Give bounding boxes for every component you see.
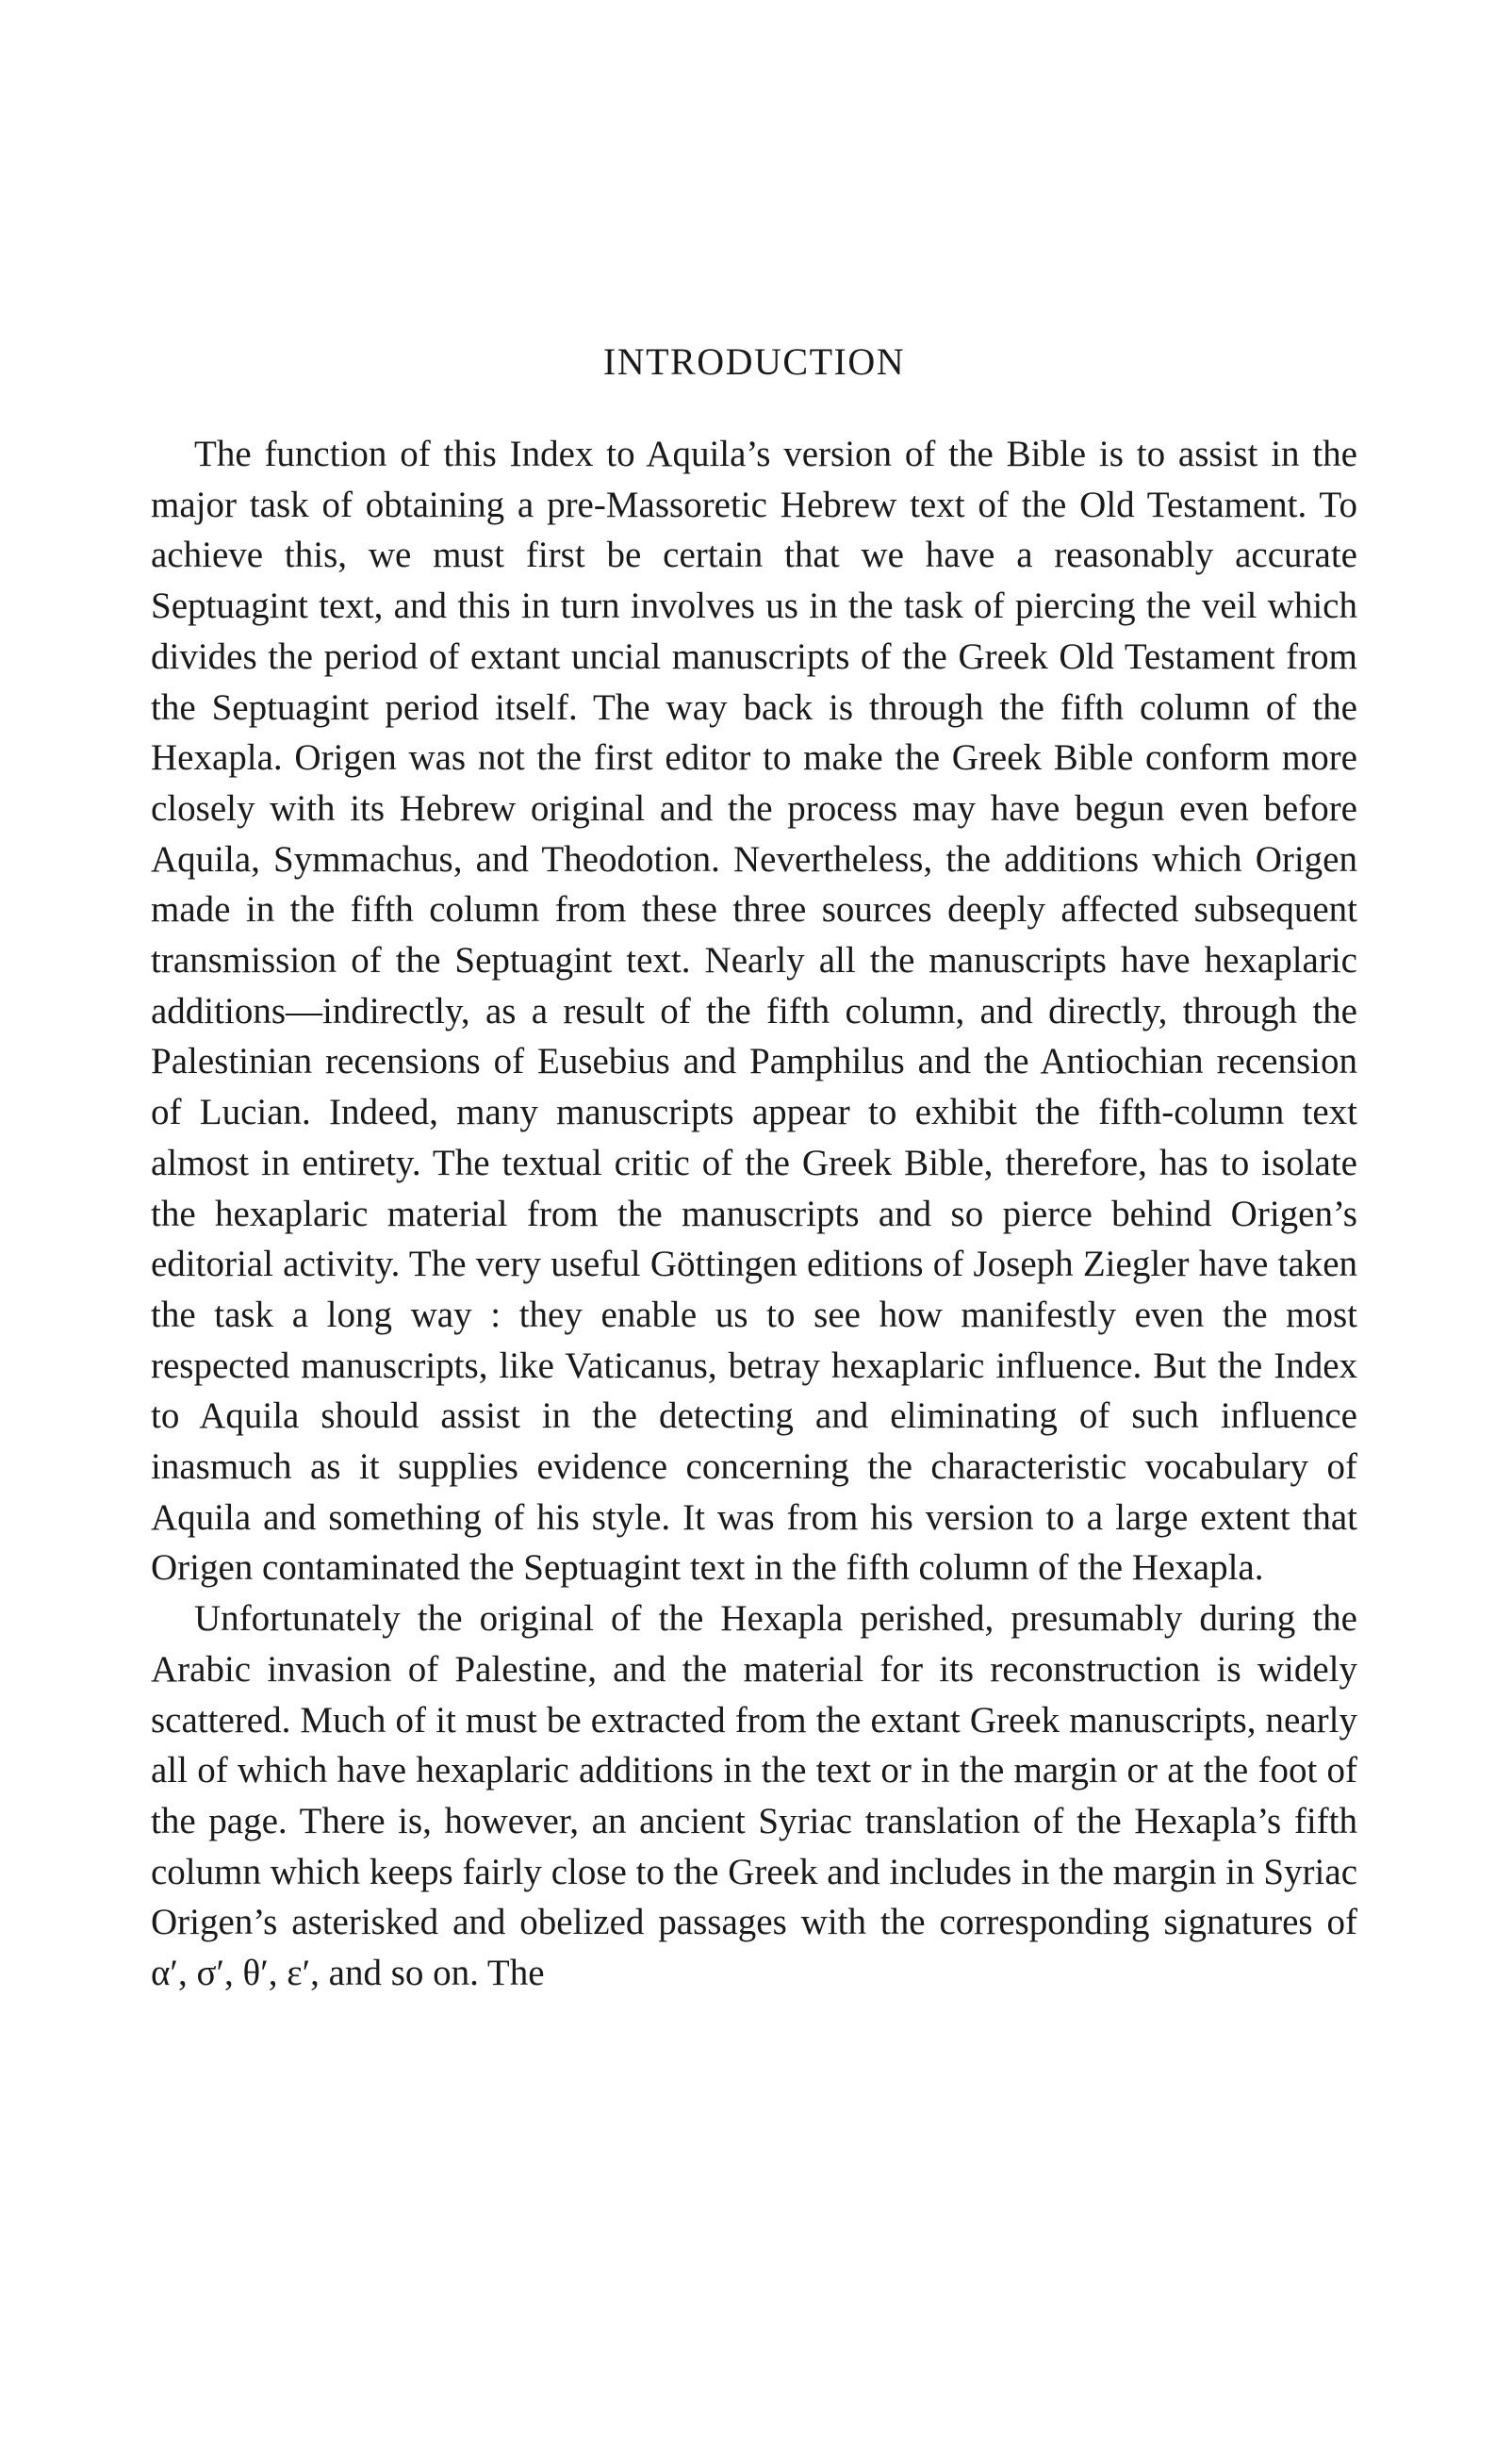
page-title: INTRODUCTION [602,340,906,383]
document-page [151,339,1357,1999]
paragraph-2: Unfortunately the original of the Hexapla perished, presumably during the Arabic invasion of Palestine, and the material for its reconstruction is widely scattered. Much of it must be extracted from the extant Greek manuscripts, nearly all of which have hexaplaric additions in the text or in the margin or at the foot of the page. There is, however, an ancient Syriac translation of the Hexapla’s fifth column which keeps fairly close to the Greek and includes in the margin in Syriac Origen’s asterisked and obelized passages with the corresponding signatures of α′, σ′, θ′, ε′, and so on. The [151,1598,1357,1994]
paragraph-1: The function of this Index to Aquila’s version of the Bible is to assist in the major task of obtaining a pre-Massoretic Hebrew text of the Old Testament. To achieve this, we must first be certain that we have a reasonably accurate Septuagint text, and this in turn involves us in the task of piercing the veil which divides the period of extant uncial manuscripts of the Greek Old Testament from the Septuagint period itself. The way back is through the fifth column of the Hexapla. Origen was not the first editor to make the Greek Bible conform more closely with its Hebrew original and the process may have begun even before Aquila, Symmachus, and Theodotion. Nevertheless, the additions which Origen made in the fifth column from these three sources deeply affected subsequent transmission of the Septuagint text. Nearly all the manuscripts have hexaplaric additions—indirectly, as a result of the fifth column, and directly, through the Palestinian recensions of Eusebius and Pamphilus and the Antiochian recension of Lucian. Indeed, many manuscripts appear to exhibit the fifth-column text almost in entirety. The textual critic of the Greek Bible, therefore, has to isolate the hexaplaric material from the manuscripts and so pierce behind Origen’s editorial activity. The very useful Göttingen editions of Joseph Ziegler have taken the task a long way : they enable us to see how manifestly even the most respected manuscripts, like Vaticanus, betray hexaplaric influence. But the Index to Aquila should assist in the detecting and eliminating of such influence inasmuch as it supplies evidence concerning the characteristic vocabulary of Aquila and something of his style. It was from his version to a large extent that Origen contaminated the Septuagint text in the fifth column of the Hexapla. [151,434,1357,1589]
